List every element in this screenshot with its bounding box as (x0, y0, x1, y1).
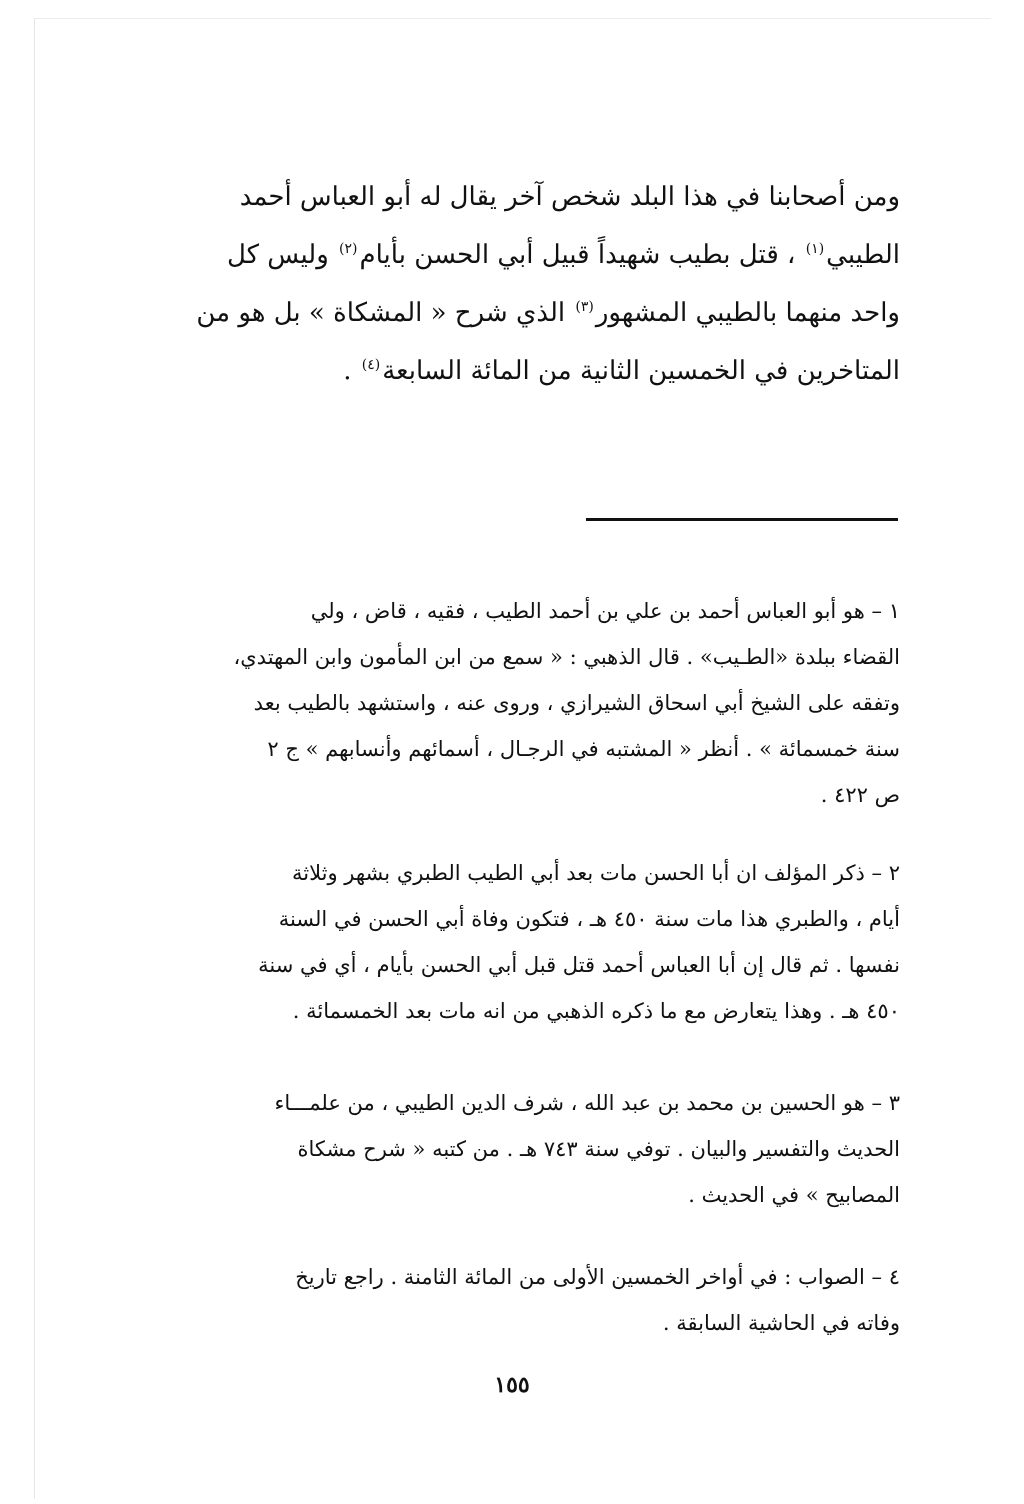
footnote-3 (124, 1080, 900, 1218)
footnote-3-line: الحديث والتفسير والبيان . توفي سنة ٧٤٣ هـ . من كتبه « شرح مشكاة (297, 1137, 900, 1161)
footnote-ref-3[interactable]: (٣) (575, 299, 594, 316)
main-line-3-text-b: الذي شرح « المشكاة » بل هو من (196, 298, 574, 328)
main-line-4 (124, 342, 900, 400)
footnote-ref-4[interactable]: (٤) (361, 357, 381, 374)
footnote-3-line: ٣ – هو الحسين بن محمد بن عبد الله ، شرف الدين الطيبي ، من علمـــاء (274, 1091, 900, 1115)
footnote-4-line: ٤ – الصواب : في أواخر الخمسين الأولى من المائة الثامنة . راجع تاريخ (295, 1265, 900, 1289)
main-line-1: ومن أصحابنا في هذا البلد شخص آخر يقال له أبو العباس أحمد (239, 182, 900, 212)
footnote-1-line: ١ – هو أبو العباس أحمد بن علي بن أحمد الطيب ، فقيه ، قاض ، ولي (310, 599, 900, 623)
footnote-ref-2[interactable]: (٢) (339, 241, 358, 258)
footnote-2-line: نفسها . ثم قال إن أبا العباس أحمد قتل قبل أبي الحسن بأيام ، أي في سنة (258, 953, 900, 977)
footnote-2-line: أيام ، والطبري هذا مات سنة ٤٥٠ هـ ، فتكون وفاة أبي الحسن في السنة (278, 907, 900, 931)
footnote-2 (124, 850, 900, 1034)
main-line-2-text-a: الطيبي (826, 240, 900, 270)
main-line-3 (124, 284, 900, 342)
main-line-4-text-b: . (343, 356, 360, 386)
footnote-3-line: المصابيح » في الحديث . (688, 1183, 900, 1207)
footnote-2-line: ٢ – ذكر المؤلف ان أبا الحسن مات بعد أبي الطيب الطبري بشهر وثلاثة (292, 861, 900, 885)
footnote-ref-1[interactable]: (١) (805, 241, 825, 258)
main-paragraph (124, 168, 900, 400)
main-line-3-text-a: واحد منهما بالطيبي المشهور (595, 298, 900, 328)
main-line-2-text-b: ، قتل بطيب شهيداً قبيل أبي الحسن بأيام (359, 240, 804, 270)
footnote-4-line: وفاته في الحاشية السابقة . (662, 1311, 900, 1335)
footnote-1-line: وتفقه على الشيخ أبي اسحاق الشيرازي ، وروى عنه ، واستشهد بالطيب بعد (253, 691, 900, 715)
footnote-4 (124, 1254, 900, 1346)
footnote-1 (124, 588, 900, 818)
main-line-4-text-a: المتاخرين في الخمسين الثانية من المائة السابعة (382, 356, 900, 386)
footnote-1-line: القضاء ببلدة «الطـيب» . قال الذهبي : « سمع من ابن المأمون وابن المهتدي، (233, 645, 900, 669)
footnote-2-line: ٤٥٠ هـ . وهذا يتعارض مع ما ذكره الذهبي من انه مات بعد الخمسمائة . (292, 999, 900, 1023)
footnote-1-line: سنة خمسمائة » . أنظر « المشتبه في الرجـال ، أسمائهم وأنسابهم » ج ٢ (267, 737, 900, 761)
footnote-1-line: ص ٤٢٢ . (820, 783, 900, 807)
main-line-2 (124, 226, 900, 284)
footnote-separator (586, 518, 898, 521)
main-line-2-text-c: وليس كل (226, 240, 338, 270)
page-number: ١٥٥ (494, 1372, 530, 1398)
